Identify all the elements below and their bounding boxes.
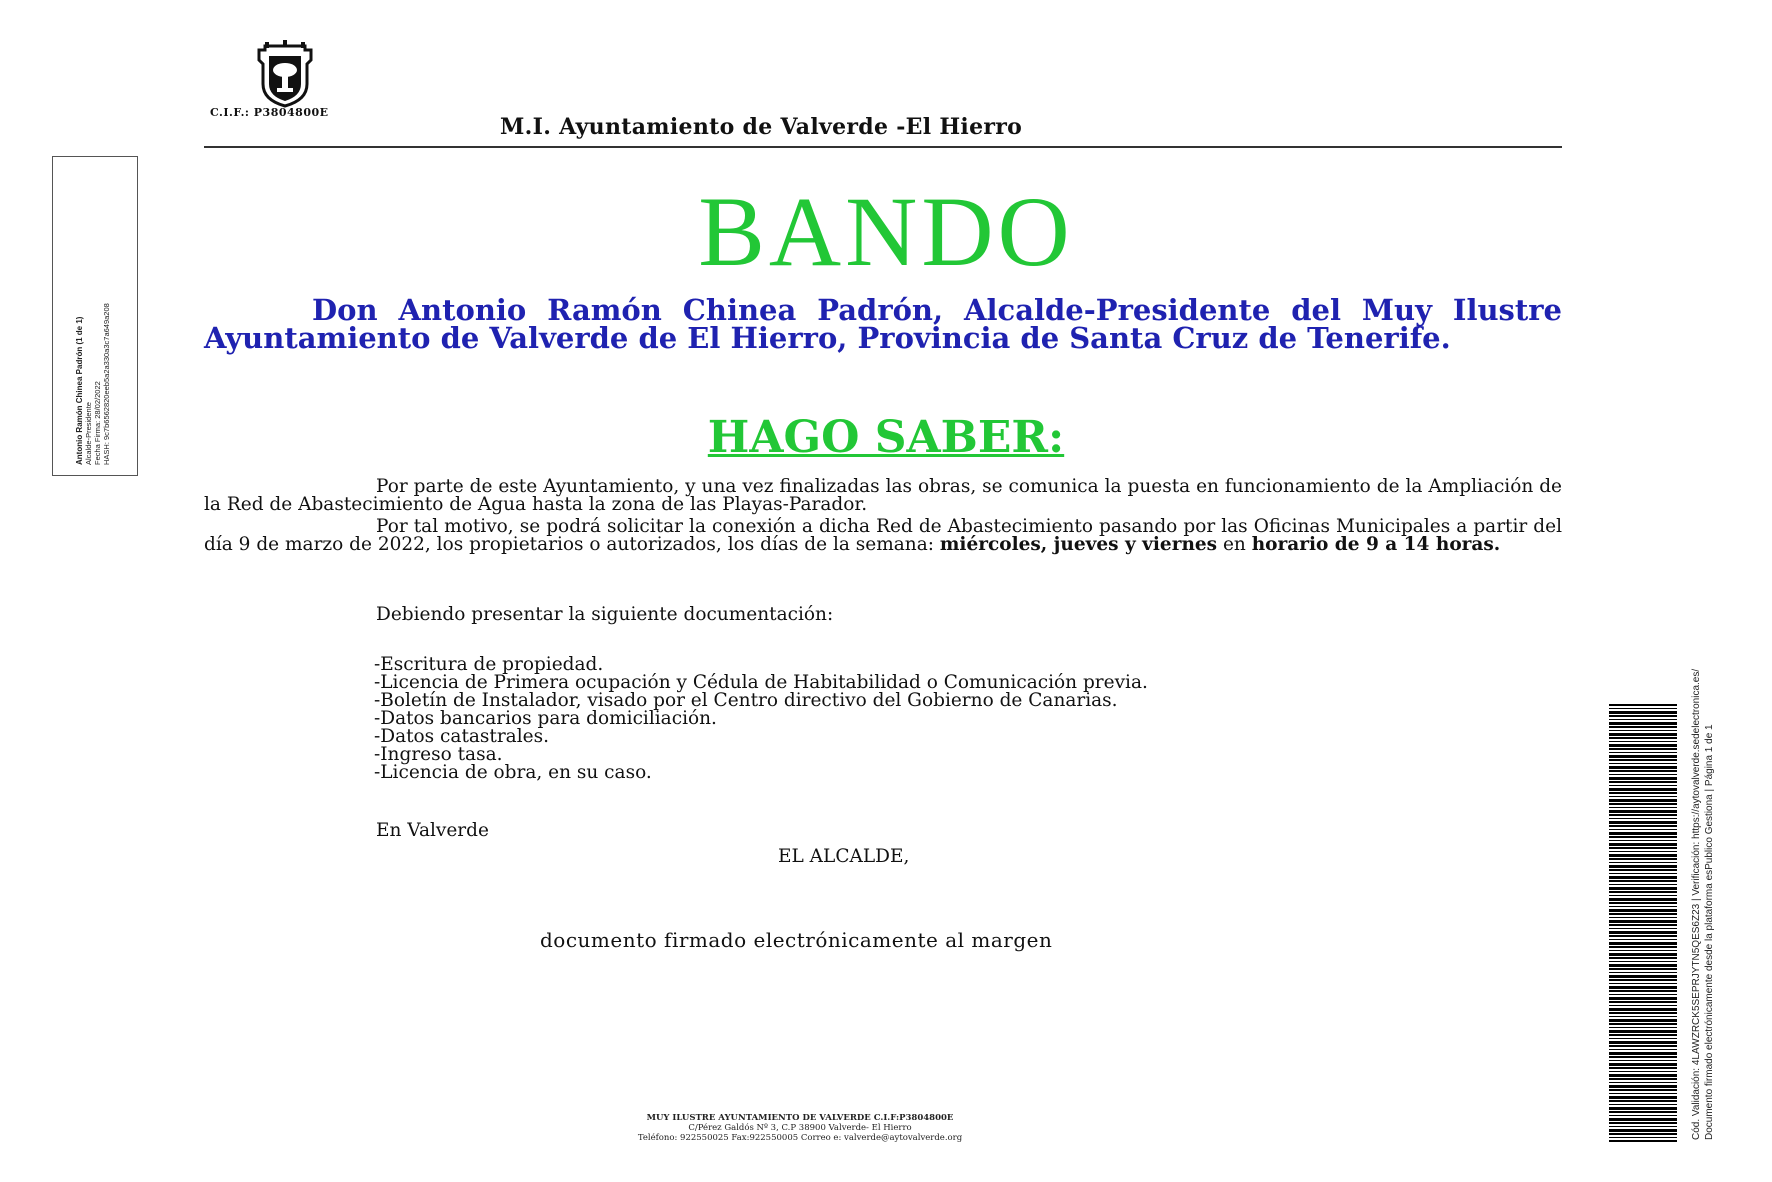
footer xyxy=(520,1113,1080,1143)
electronic-signature-stamp xyxy=(52,156,138,476)
paragraph-2-mid: en xyxy=(1217,534,1252,555)
hago-saber-heading: HAGO SABER: xyxy=(707,412,1065,463)
validation-text xyxy=(1690,668,1716,1140)
list-item: -Licencia de obra, en su caso. xyxy=(374,762,652,783)
paragraph-2-days: miércoles, jueves y viernes xyxy=(939,534,1218,555)
list-item: -Escritura de propiedad. xyxy=(374,654,604,675)
signature-line-4: HASH: 9c7b6562820eeb5a2a330a3c7a649a208 xyxy=(102,303,111,465)
signature-line-3: Fecha Firma: 28/02/2022 xyxy=(93,381,102,465)
signature-text xyxy=(75,165,111,465)
announcement-body xyxy=(204,478,1562,558)
footer-line-3: Teléfono: 922550025 Fax:922550005 Correo e: valverde@aytovalverde.org xyxy=(637,1133,963,1143)
footer-line-2: C/Pérez Galdós Nº 3, C.P 38900 Valverde- El Hierro xyxy=(688,1123,912,1133)
coat-of-arms-logo xyxy=(225,40,345,108)
paragraph-2-hours: horario de 9 a 14 horas. xyxy=(1251,534,1501,555)
paragraph-1: Por parte de este Ayuntamiento, y una vez finalizadas las obras, se comunica la puesta en funcionamiento de la Ampliación de la Red de Abastecimiento de Agua hasta la zona de las Playas-Parador. xyxy=(204,476,1562,515)
validation-line-2: Documento firmado electrónicamente desde la plataforma esPublico Gestiona | Página 1 de 1 xyxy=(1704,724,1715,1140)
paragraph-2 xyxy=(204,518,1562,554)
mayor-text: Don Antonio Ramón Chinea Padrón, Alcalde-Presidente del Muy Ilustre Ayuntamiento de Valverde de El Hierro, Provincia de Santa Cruz de Tenerife. xyxy=(204,293,1562,355)
mayor-statement xyxy=(204,293,1562,355)
bando-title: BANDO xyxy=(698,176,1074,287)
place-line: En Valverde xyxy=(376,820,489,841)
signer-title: EL ALCALDE, xyxy=(778,846,910,867)
footer-line-1: MUY ILUSTRE AYUNTAMIENTO DE VALVERDE C.I.F:P3804800E xyxy=(646,1113,954,1123)
validation-barcode xyxy=(1609,704,1677,1142)
list-item: -Boletín de Instalador, visado por el Centro directivo del Gobierno de Canarias. xyxy=(374,690,1118,711)
documentation-intro: Debiendo presentar la siguiente documentación: xyxy=(376,604,834,625)
documents-list xyxy=(374,656,1148,782)
list-item: -Ingreso tasa. xyxy=(374,744,503,765)
validation-line-1: Cód. Validación: 4LAWZRCK5SEPRJYTN5QES6Z23 | Verificación: https://aytovalverde.sedelectronica.es/ xyxy=(1691,668,1702,1140)
header-divider xyxy=(204,146,1562,148)
cif-label: C.I.F.: P3804800E xyxy=(210,106,329,119)
paragraph-2-start: Por tal motivo, se podrá solicitar la conexión a dicha Red de Abastecimiento pasando por las Oficinas Municipales a partir del día 9 de marzo de 2022, los propietarios o autorizados, los días de la semana: xyxy=(204,516,1562,555)
ayuntamiento-title: M.I. Ayuntamiento de Valverde -El Hierro xyxy=(500,114,1023,140)
signature-line-1: Antonio Ramón Chinea Padrón (1 de 1) xyxy=(75,316,84,465)
signature-line-2: Alcalde-Presidente xyxy=(84,402,93,465)
list-item: -Licencia de Primera ocupación y Cédula de Habitabilidad o Comunicación previa. xyxy=(374,672,1148,693)
list-item: -Datos catastrales. xyxy=(374,726,549,747)
list-item: -Datos bancarios para domiciliación. xyxy=(374,708,717,729)
signed-note: documento firmado electrónicamente al margen xyxy=(540,928,1053,952)
